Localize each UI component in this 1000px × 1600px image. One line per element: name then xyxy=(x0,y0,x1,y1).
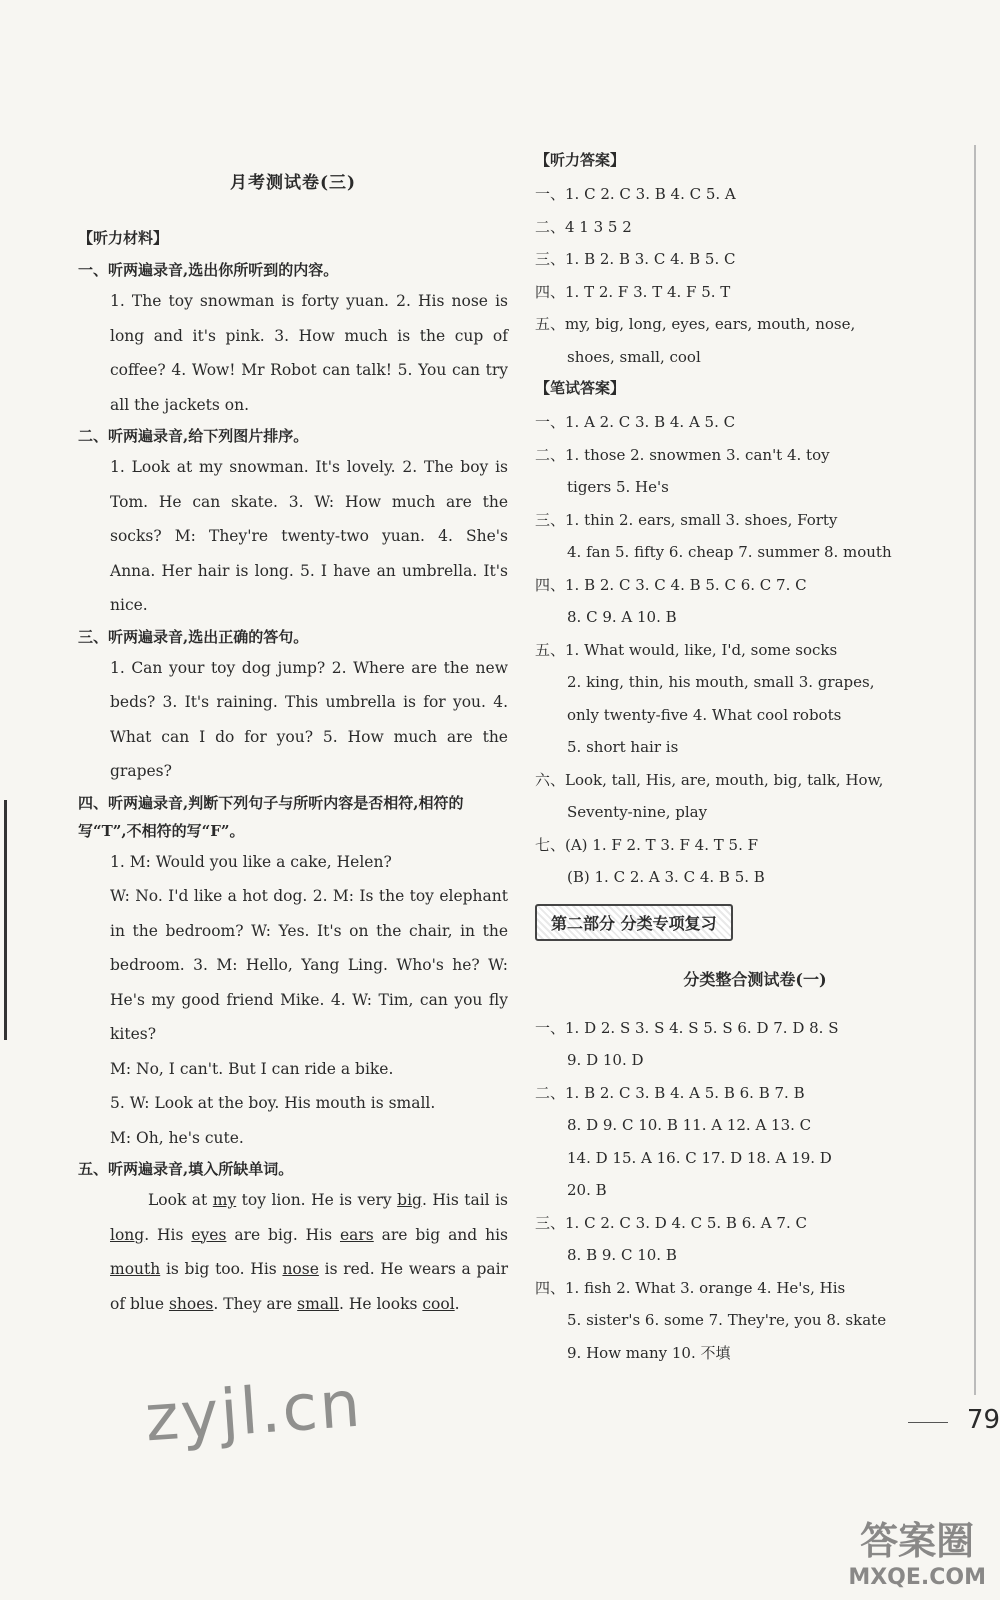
answer-line: 七、(A) 1. F 2. T 3. F 4. T 5. F xyxy=(535,835,759,854)
part-two-answers xyxy=(535,1012,975,1370)
section-2-title: 二、听两遍录音,给下列图片排序。 xyxy=(78,427,309,445)
answer-line: 四、1. T 2. F 3. T 4. F 5. T xyxy=(535,282,731,301)
left-column xyxy=(78,160,508,1321)
section-4-text-2: W: No. I'd like a hot dog. 2. M: Is the toy elephant in the bedroom? W: Yes. It's on the chair, in the bedroom. 3. M: Hello, Yang Ling. Who's he? W: He's my good friend Mike. 4. W: Tim, can you fly kites? xyxy=(110,887,508,1043)
section-1-text: 1. The toy snowman is forty yuan. 2. His nose is long and it's pink. 3. How much is the cup of coffee? 4. Wow! Mr Robot can talk! 5. You can try all the jackets on. xyxy=(110,292,508,414)
answer-line: 一、1. A 2. C 3. B 4. A 5. C xyxy=(535,413,736,431)
page-number-dash xyxy=(908,1422,948,1423)
section-3-title: 三、听两遍录音,选出正确的答句。 xyxy=(78,627,309,646)
blank-word: big xyxy=(397,1191,422,1209)
blank-word: eyes xyxy=(191,1225,227,1244)
listening-answers xyxy=(535,178,975,373)
corner-watermark: 答案圈 MXQE.COM xyxy=(848,1519,986,1590)
answer-line: 五、my, big, long, eyes, ears, mouth, nose, xyxy=(535,315,856,333)
answer-line: 一、1. C 2. C 3. B 4. C 5. A xyxy=(535,185,736,203)
page-number: 79 xyxy=(966,1405,1000,1435)
section-2-text: 1. Look at my snowman. It's lovely. 2. The boy is Tom. He can skate. 3. W: How much are the socks? M: They're twenty-two yuan. 4. She's Anna. Her hair is long. 5. I have an umbrella. It's nice. xyxy=(110,458,508,614)
blank-word: small xyxy=(297,1294,339,1313)
section-1-title: 一、听两遍录音,选出你所听到的内容。 xyxy=(78,261,339,279)
answer-line: tigers 5. He's xyxy=(567,478,669,496)
blank-word: long xyxy=(110,1225,145,1244)
section-4-title: 四、听两遍录音,判断下列句子与所听内容是否相符,相符的写“T”,不相符的写“F”。 xyxy=(78,793,464,840)
answer-line: 8. B 9. C 10. B xyxy=(567,1246,677,1264)
answer-line: 五、1. What would, like, I'd, some socks xyxy=(535,640,838,659)
section-5-title: 五、听两遍录音,填入所缺单词。 xyxy=(78,1160,294,1178)
blank-word: ears xyxy=(339,1225,374,1244)
answer-line: only twenty-five 4. What cool robots xyxy=(567,705,842,724)
answer-line: 5. sister's 6. some 7. They're, you 8. skate xyxy=(567,1311,887,1329)
answer-line: 三、1. B 2. B 3. C 4. B 5. C xyxy=(535,250,736,268)
answer-line: 二、1. those 2. snowmen 3. can't 4. toy xyxy=(535,445,830,464)
answer-line: shoes, small, cool xyxy=(567,347,701,366)
written-answers-heading: 【笔试答案】 xyxy=(535,379,626,397)
blank-word: mouth xyxy=(110,1260,161,1278)
answer-line: Seventy-nine, play xyxy=(567,803,708,821)
answer-line: 8. D 9. C 10. B 11. A 12. A 13. C xyxy=(567,1116,812,1134)
section-5-passage: Look at my toy lion. He is very big. His tail is long. His eyes are big. His ears are big and his mouth is big too. His nose is red. He wears a pair of blue shoes. They are small. He looks cool. xyxy=(110,1191,509,1313)
listening-answers-heading: 【听力答案】 xyxy=(535,151,626,169)
blank-word: shoes xyxy=(168,1294,214,1313)
answer-line: 5. short hair is xyxy=(567,738,679,756)
listening-material-heading: 【听力材料】 xyxy=(78,229,169,247)
answer-line: 二、4 1 3 5 2 xyxy=(535,217,632,236)
answer-line: 一、1. D 2. S 3. S 4. S 5. S 6. D 7. D 8. S xyxy=(535,1018,839,1037)
answer-line: 三、1. thin 2. ears, small 3. shoes, Forty xyxy=(535,510,838,529)
answer-line: 六、Look, tall, His, are, mouth, big, talk, How, xyxy=(535,770,884,789)
test-title: 月考测试卷(三) xyxy=(229,173,357,193)
answer-line: 四、1. B 2. C 3. C 4. B 5. C 6. C 7. C xyxy=(535,575,807,594)
answer-line: 四、1. fish 2. What 3. orange 4. He's, His xyxy=(535,1278,846,1297)
part-two-title: 分类整合测试卷(一) xyxy=(683,969,827,989)
answer-line: 9. How many 10. 不填 xyxy=(567,1343,731,1362)
watermark: zyjl.cn xyxy=(142,1367,365,1457)
part-two-banner: 第二部分 分类专项复习 xyxy=(535,904,733,941)
section-3-text: 1. Can your toy dog jump? 2. Where are the new beds? 3. It's raining. This umbrella is for you. 4. What can I do for you? 5. How much are the grapes? xyxy=(110,658,508,780)
section-4-text-1: 1. M: Would you like a cake, Helen? xyxy=(110,852,392,871)
written-answers xyxy=(535,406,975,894)
blank-word: cool xyxy=(422,1294,455,1313)
margin-mark xyxy=(4,800,7,1040)
answer-line: 4. fan 5. fifty 6. cheap 7. summer 8. mouth xyxy=(567,543,892,561)
answer-line: 2. king, thin, his mouth, small 3. grapes, xyxy=(567,673,875,691)
answer-line: 三、1. C 2. C 3. D 4. C 5. B 6. A 7. C xyxy=(535,1213,807,1232)
section-4-text-5: M: Oh, he's cute. xyxy=(110,1128,244,1147)
blank-word: nose xyxy=(282,1260,319,1278)
answer-line: 二、1. B 2. C 3. B 4. A 5. B 6. B 7. B xyxy=(535,1083,805,1102)
blank-word: my xyxy=(212,1191,237,1209)
answer-line: 14. D 15. A 16. C 17. D 18. A 19. D xyxy=(567,1148,832,1167)
section-4-text-4: 5. W: Look at the boy. His mouth is small. xyxy=(110,1094,436,1112)
answer-line: 20. B xyxy=(567,1181,607,1199)
answer-line: 9. D 10. D xyxy=(567,1051,644,1069)
answer-line: (B) 1. C 2. A 3. C 4. B 5. B xyxy=(567,868,765,886)
answer-line: 8. C 9. A 10. B xyxy=(567,608,677,626)
right-column xyxy=(535,145,975,1369)
section-4-text-3: M: No, I can't. But I can ride a bike. xyxy=(110,1059,394,1078)
